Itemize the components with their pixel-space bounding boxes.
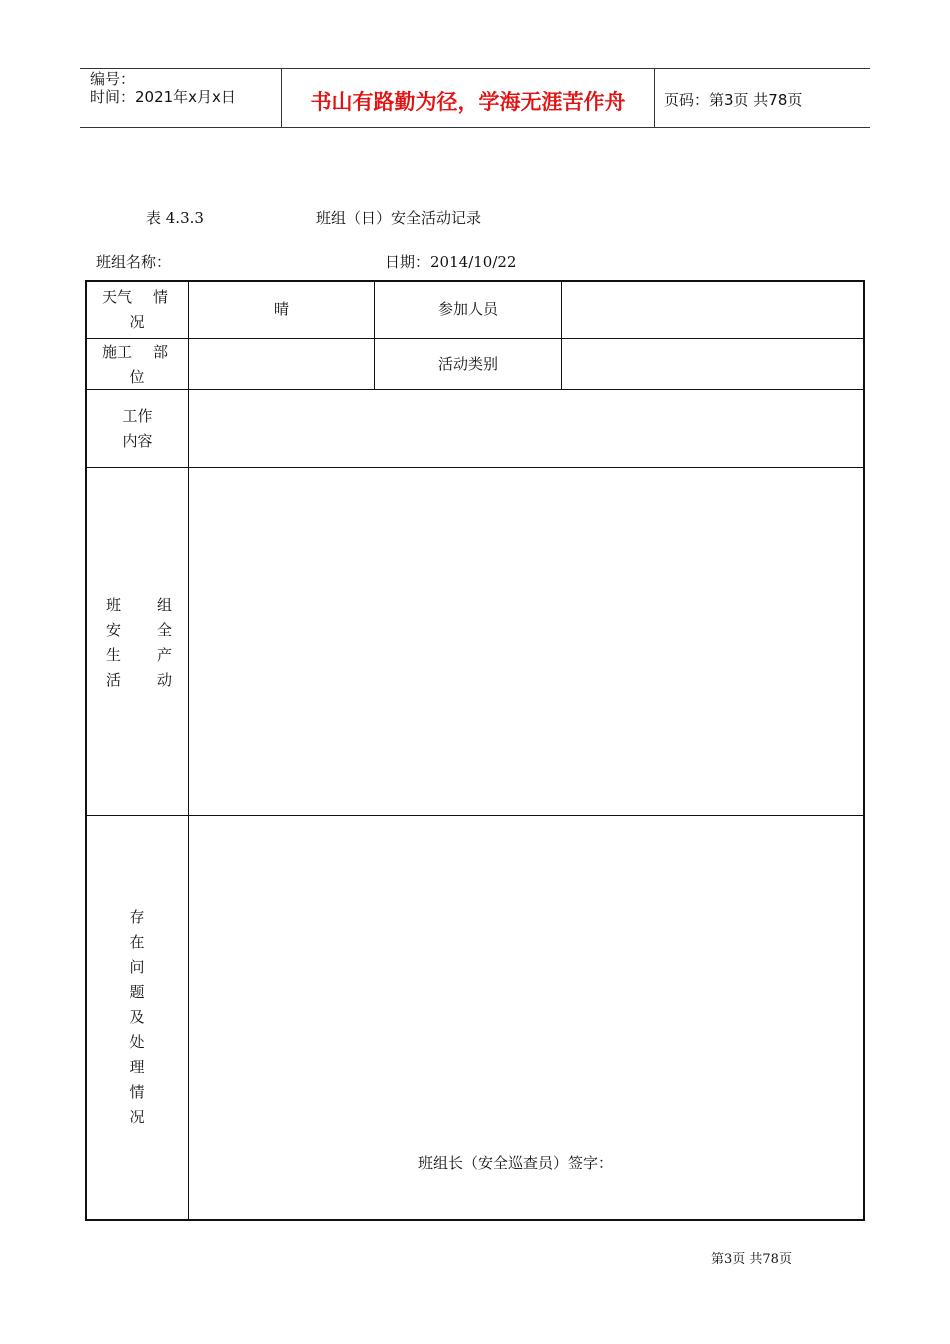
location-label-line1: 施工 部 — [102, 343, 168, 361]
work-content-label-line1: 工作 — [122, 407, 153, 425]
safety-activity-label-line1: 班 组 — [106, 596, 172, 614]
table-border-top — [85, 280, 865, 282]
row-divider-4 — [85, 815, 865, 816]
header-page-info: 页码：第3页 共78页 — [664, 91, 803, 109]
signature-label: 班组长（安全巡查员）签字： — [418, 1154, 614, 1172]
team-name-label: 班组名称： — [96, 253, 172, 271]
row-divider-3 — [85, 467, 865, 468]
date-field — [385, 251, 516, 272]
page-footer: 第3页 共78页 — [711, 1252, 792, 1267]
doc-number-label: 编号： — [90, 70, 136, 88]
date-value: 2014/10/22 — [430, 253, 517, 271]
table-border-bottom — [85, 1219, 865, 1221]
issues-label: 存在问题及处理情况 — [129, 908, 145, 1126]
row-divider-1 — [85, 338, 865, 339]
weather-label-line1: 天气 情 — [102, 288, 168, 306]
safety-activity-label-line4: 活 动 — [106, 671, 172, 689]
activity-type-label: 活动类别 — [437, 355, 498, 373]
row-divider-2 — [85, 389, 865, 390]
time-label: 时间：2021年x月x日 — [90, 88, 236, 106]
header-motto: 书山有路勤为径，学海无涯苦作舟 — [310, 90, 626, 114]
form-title: 班组（日）安全活动记录 — [316, 209, 482, 227]
page-header — [80, 68, 870, 128]
work-content-label-line2: 内容 — [122, 432, 153, 450]
weather-value: 晴 — [273, 300, 289, 318]
table-border-right — [863, 280, 865, 1221]
label-column-divider — [188, 280, 189, 1221]
header-divider-right — [654, 69, 655, 128]
table-number: 表 4.3.3 — [146, 209, 204, 227]
second-label-column-divider — [561, 280, 562, 390]
safety-activity-label-line3: 生 产 — [106, 646, 172, 664]
safety-activity-label-line2: 安 全 — [106, 621, 172, 639]
participants-label: 参加人员 — [437, 300, 498, 318]
weather-label-line2: 况 — [129, 313, 145, 331]
date-label: 日期： — [385, 253, 431, 271]
location-label-line2: 位 — [129, 368, 145, 386]
